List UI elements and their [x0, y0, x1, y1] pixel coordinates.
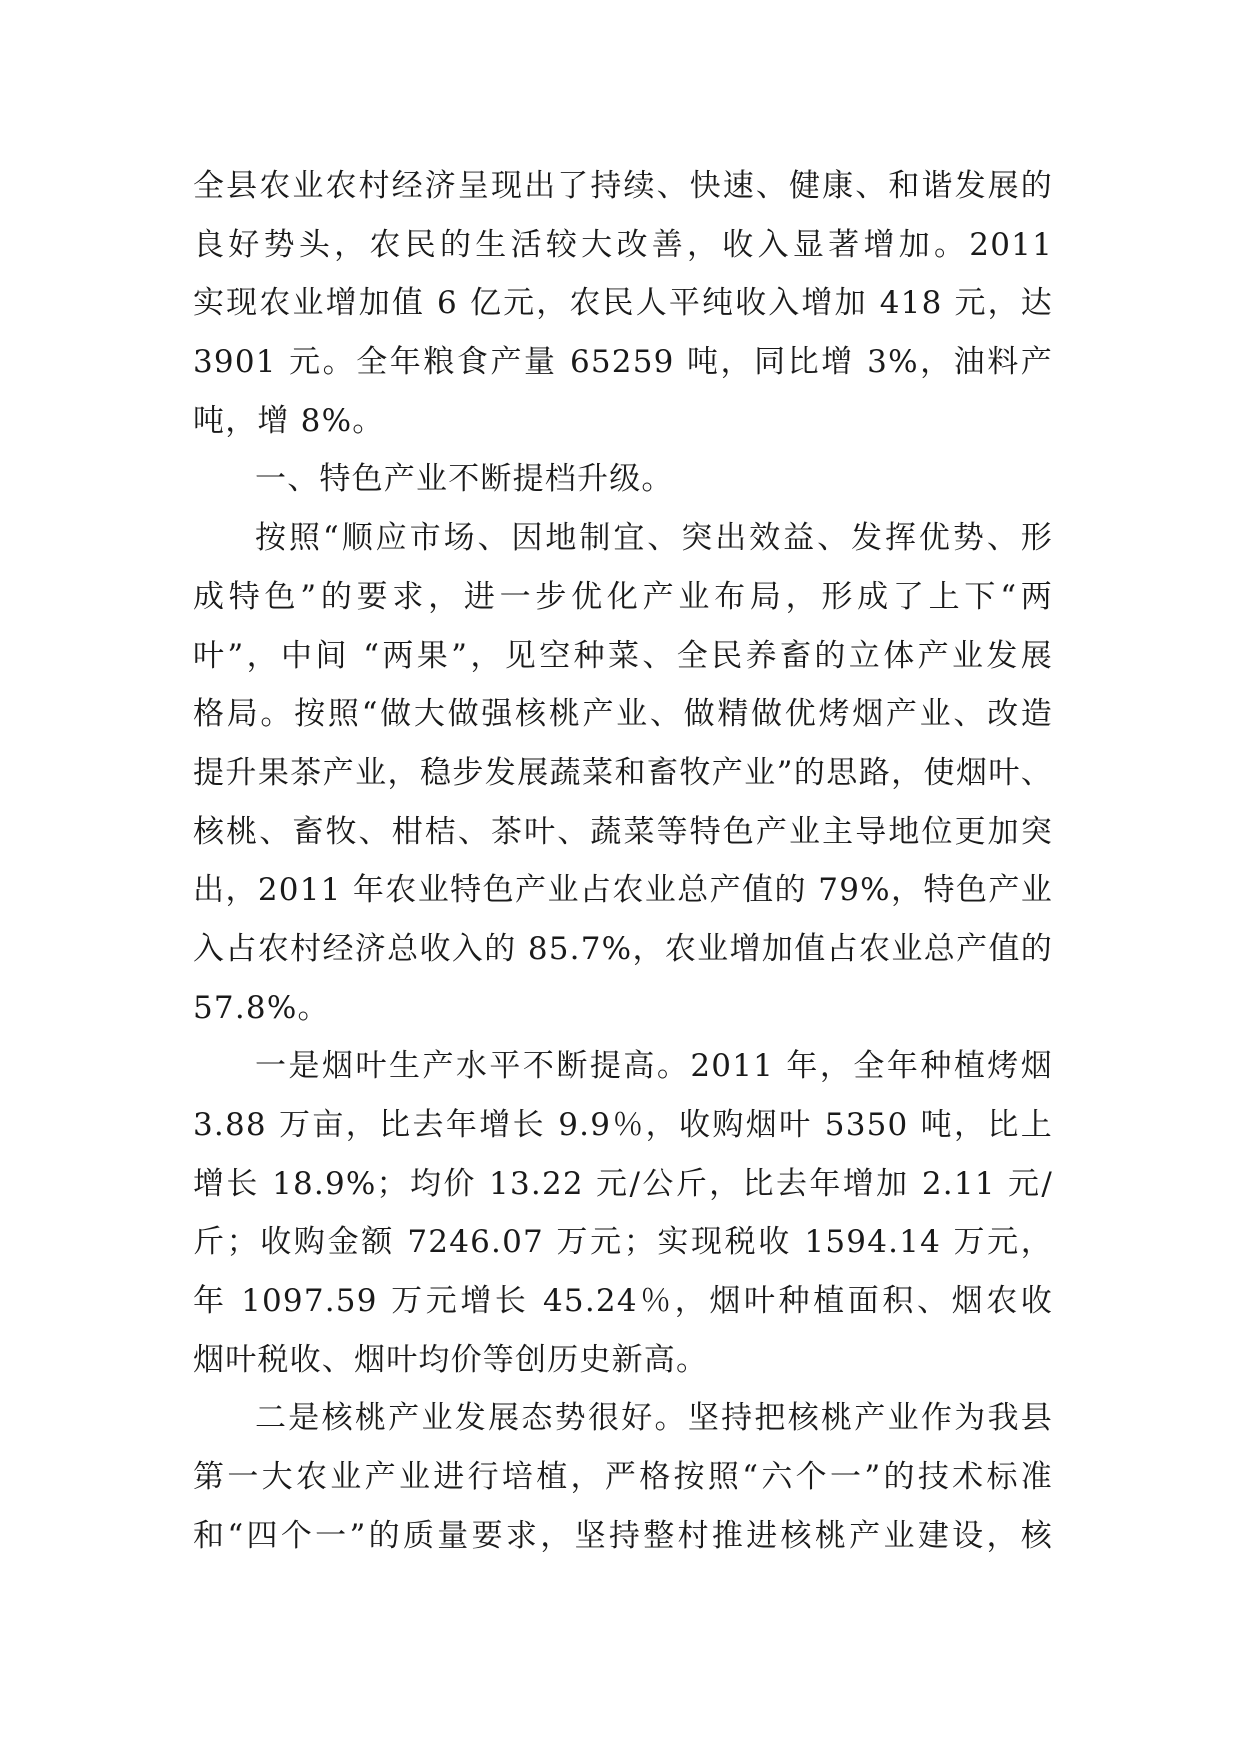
text-line: 吨，增 8%。: [193, 402, 385, 439]
text-line: 核桃、畜牧、柑桔、茶叶、蔬菜等特色产业主导地位更加突: [193, 813, 1053, 850]
text-line: 二是核桃产业发展态势很好。坚持把核桃产业作为我县: [255, 1400, 1053, 1437]
text-line: 叶”，中间 “两果”，见空种菜、全民养畜的立体产业发展: [193, 637, 1053, 674]
text-line: 实现农业增加值 6 亿元，农民人平纯收入增加 418 元，达: [193, 285, 1053, 322]
text-line: 和“四个一”的质量要求，坚持整村推进核桃产业建设，核: [193, 1517, 1053, 1554]
text-line: 入占农村经济总收入的 85.7%，农业增加值占农业总产值的: [193, 930, 1053, 967]
text-line: 3901 元。全年粮食产量 65259 吨，同比增 3%，油料产: [193, 344, 1053, 381]
text-line: 烟叶税收、烟叶均价等创历史新高。: [193, 1341, 709, 1378]
text-line: 全县农业农村经济呈现出了持续、快速、健康、和谐发展的: [193, 168, 1053, 204]
text-line: 提升果茶产业，稳步发展蔬菜和畜牧产业”的思路，使烟叶、: [193, 754, 1053, 791]
body-text: [193, 157, 1053, 1566]
text-line: 第一大农业产业进行培植，严格按照“六个一”的技术标准: [193, 1459, 1053, 1496]
text-line: 增长 18.9%；均价 13.22 元/公斤，比去年增加 2.11 元/: [193, 1165, 1053, 1202]
text-line: 格局。按照“做大做强核桃产业、做精做优烤烟产业、改造: [193, 696, 1053, 733]
text-line: 成特色”的要求，进一步优化产业布局，形成了上下“两: [193, 578, 1053, 615]
text-line: 年 1097.59 万元增长 45.24％，烟叶种植面积、烟农收: [193, 1283, 1053, 1320]
section-heading: 一、特色产业不断提档升级。: [255, 461, 674, 498]
text-line: 出，2011 年农业特色产业占农业总产值的 79%，特色产业: [193, 872, 1053, 909]
text-line: 一是烟叶生产水平不断提高。2011 年，全年种植烤烟: [255, 1048, 1053, 1085]
text-line: 57.8%。: [193, 989, 330, 1026]
text-line: 斤；收购金额 7246.07 万元；实现税收 1594.14 万元，: [193, 1224, 1053, 1261]
text-line: 良好势头，农民的生活较大改善，收入显著增加。2011: [193, 226, 1053, 263]
text-line: 按照“顺应市场、因地制宜、突出效益、发挥优势、形: [255, 520, 1053, 557]
text-line: 3.88 万亩，比去年增长 9.9％，收购烟叶 5350 吨，比上: [193, 1107, 1053, 1143]
